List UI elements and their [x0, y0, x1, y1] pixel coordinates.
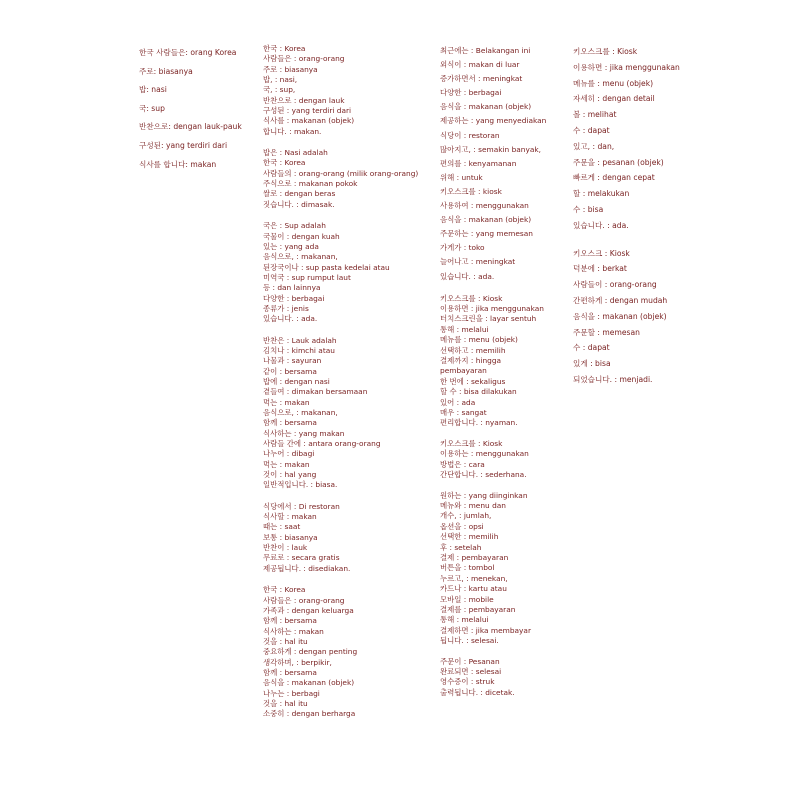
vocab-line: 늘어나고 : meningkat [440, 257, 516, 267]
vocab-line: 다양한 : berbagai [440, 88, 502, 98]
vocab-line: 키오스크를 : Kiosk [440, 438, 503, 448]
vocab-line: 사람들 간에 : antara orang-orang [263, 439, 381, 449]
vocab-line: 수 : bisa [573, 204, 604, 214]
vocab-line: 음식으로, : makanan, [263, 252, 338, 262]
vocab-group [263, 585, 418, 719]
vocab-line: 밥: nasi [139, 85, 167, 95]
vocab-group [440, 44, 546, 284]
vocab-line: 음식으로, : makanan, [263, 408, 338, 417]
vocab-line: 소중히 : dengan berharga [263, 709, 356, 719]
vocab-group [263, 148, 418, 210]
vocab-line: 등 : dan lainnya [263, 283, 321, 293]
vocab-line: 때는 : saat [263, 522, 301, 532]
vocab-line: 먹는 : makan [263, 397, 310, 407]
vocab-line: 버튼을 : tombol [440, 563, 495, 573]
vocab-line: 출력됩니다. : dicetak. [440, 687, 515, 697]
vocab-line: 종류가 : jenis [263, 303, 309, 313]
vocab-line: 나물과 : sayuran [263, 356, 322, 366]
vocab-line: 가족과 : dengan keluarga [263, 605, 354, 615]
vocab-line: 주로 : biasanya [263, 64, 318, 74]
vocab-line: 쌀로 : dengan beras [263, 189, 336, 199]
vocab-line: 한국 : Korea [263, 44, 306, 53]
vocab-line: 증가하면서 : meningkat [440, 74, 523, 84]
vocab-line: 김치나 : kimchi atau [263, 345, 335, 355]
vocab-line: 주식으로 : makanan pokok [263, 179, 358, 189]
vocab-group [440, 657, 546, 699]
vocab-line: 모바일 : mobile [440, 594, 494, 604]
vocab-line: 합니다. : makan. [263, 126, 322, 136]
vocab-group [440, 491, 546, 647]
vocab-group [573, 44, 680, 234]
vocab-line: 짓습니다. : dimasak. [263, 199, 335, 209]
vocab-line: 일반적입니다. : biasa. [263, 480, 338, 490]
vocab-line: 있습니다. : ada. [573, 220, 629, 230]
vocab-line: 반찬이 : lauk [263, 543, 308, 553]
vocab-line: 다양한 : berbagai [263, 293, 325, 303]
vocab-line: 음식을 : makanan (objek) [440, 102, 532, 112]
vocab-line: 국: sup [139, 103, 165, 113]
vocab-line: 식사를 합니다: makan [139, 159, 217, 169]
vocab-line: 통해 : melalui [440, 324, 489, 334]
vocab-line: 최근에는 : Belakangan ini [440, 46, 531, 55]
vocab-line: 국, : sup, [263, 85, 296, 95]
vocab-line: 중요하게 : dengan penting [263, 647, 358, 657]
vocab-line: 이용하면 : jika menggunakan [573, 62, 680, 72]
vocab-line: 매우 : sangat [440, 408, 487, 418]
column-3 [440, 44, 546, 708]
vocab-line: 간단합니다. : sederhana. [440, 470, 527, 480]
vocab-line: 방법은 : cara [440, 459, 485, 469]
vocab-line: 반찬으로: dengan lauk-pauk [139, 122, 242, 132]
vocab-line: 영수증이 : struk [440, 677, 495, 687]
vocab-line: 식사하는 : makan [263, 626, 324, 636]
vocab-line: 음식을 : makanan (objek) [263, 678, 355, 688]
vocab-line: 한국 사람들은: orang Korea [139, 48, 237, 57]
vocab-line: 위해 : untuk [440, 172, 483, 182]
vocab-line: 사람들은 : orang-orang [263, 595, 345, 605]
vocab-line: 반찬으로 : dengan lauk [263, 95, 345, 105]
vocab-line: 볼 : melihat [573, 110, 617, 120]
vocab-group [263, 502, 418, 574]
vocab-line: 한국 : Korea [263, 158, 306, 168]
vocab-line: 수 : dapat [573, 343, 610, 353]
vocab-group [263, 336, 418, 491]
vocab-line: 나누어 : dibagi [263, 449, 315, 459]
vocab-line: 키오스크를 : Kiosk [440, 293, 503, 303]
vocab-line: 식당에서 : Di restoran [263, 501, 340, 511]
vocab-line: 가게가 : toko [440, 243, 485, 253]
vocab-line: 이용하는 : menggunakan [440, 449, 529, 459]
vocab-group [440, 294, 546, 429]
vocab-line: 구성된: yang terdiri dari [139, 140, 228, 150]
vocab-line: 한 번에 : sekaligus [440, 376, 506, 386]
vocab-line: 것이 : hal yang [263, 470, 317, 480]
vocab-line: 같이 : bersama [263, 366, 317, 376]
vocab-line: 완료되면 : selesai [440, 667, 502, 676]
vocab-line: 것을 : hal itu [263, 636, 308, 646]
vocab-line: 무료로 : secara gratis [263, 553, 340, 563]
vocab-line: 식사할 : makan [263, 512, 317, 522]
vocab-line: 생각하며, : berpikir, [263, 657, 332, 667]
vocab-group [263, 44, 418, 137]
vocab-line: 함께 : bersama [263, 418, 317, 428]
vocab-line: 사람들의 : orang-orang (milik orang-orang) [263, 168, 419, 178]
vocab-line: 주문할 : memesan [573, 327, 640, 337]
vocab-line: 함께 : bersama [263, 667, 317, 677]
vocab-line: 수 : dapat [573, 125, 610, 135]
vocab-line: 메뉴를 : menu (objek) [573, 78, 654, 88]
vocab-group [263, 221, 418, 324]
vocab-line: 있어 : ada [440, 397, 476, 407]
vocab-line: 키오스크를 : Kiosk [573, 47, 638, 56]
vocab-line: 주로: biasanya [139, 66, 193, 76]
vocab-line: pembayaran [440, 366, 487, 376]
vocab-line: 국은 : Sup adalah [263, 221, 326, 231]
vocab-line: 국물이 : dengan kuah [263, 231, 340, 241]
vocab-line: 카드나 : kartu atau [440, 584, 507, 594]
vocab-line: 후 : setelah [440, 542, 482, 552]
vocab-group [573, 246, 680, 388]
vocab-line: 키오스크 : Kiosk [573, 248, 630, 258]
vocab-line: 할 수 : bisa dilakukan [440, 387, 517, 397]
vocab-line: 덕분에 : berkat [573, 264, 627, 274]
vocab-line: 음식을 : makanan (objek) [440, 215, 532, 225]
vocab-line: 식당이 : restoran [440, 130, 500, 140]
vocab-line: 결제하면 : jika membayar [440, 625, 531, 635]
vocab-line: 사람들이 : orang-orang [573, 280, 657, 290]
vocab-line: 밥, : nasi, [263, 75, 298, 85]
vocab-line: 됩니다. : selesai. [440, 636, 499, 646]
vocab-line: 편의를 : kenyamanan [440, 158, 517, 168]
vocab-line: 먹는 : makan [263, 459, 310, 469]
vocab-line: 음식을 : makanan (objek) [573, 311, 667, 321]
vocab-line: 통해 : melalui [440, 615, 489, 625]
vocab-line: 미역국 : sup rumput laut [263, 272, 351, 282]
vocab-line: 되었습니다. : menjadi. [573, 374, 653, 384]
vocab-line: 주문을 : pesanan (objek) [573, 157, 664, 167]
vocab-line: 한국 : Korea [263, 585, 306, 595]
column-1 [139, 44, 242, 185]
vocab-line: 제공하는 : yang menyediakan [440, 116, 547, 126]
vocab-line: 결제를 : pembayaran [440, 604, 516, 614]
vocab-line: 제공됩니다. : disediakan. [263, 563, 351, 573]
vocab-line: 반찬은 : Lauk adalah [263, 335, 337, 345]
vocab-line: 밥은 : Nasi adalah [263, 148, 328, 158]
vocab-group [139, 44, 242, 174]
vocab-line: 결제 : pembayaran [440, 552, 509, 562]
vocab-line: 있습니다. : ada. [440, 271, 495, 281]
vocab-line: 함께 : bersama [263, 616, 317, 626]
vocab-line: 원하는 : yang diinginkan [440, 490, 528, 500]
vocab-line: 있게 : bisa [573, 359, 611, 369]
vocab-line: 사람들은 : orang-orang [263, 54, 345, 64]
vocab-line: 할 : melakukan [573, 189, 630, 199]
vocab-line: 옵션을 : opsi [440, 521, 484, 531]
vocab-line: 된장국이나 : sup pasta kedelai atau [263, 262, 390, 272]
vocab-line: 빠르게 : dengan cepat [573, 173, 655, 183]
vocab-line: 것을 : hal itu [263, 698, 308, 708]
vocab-line: 선택하고 : memilih [440, 345, 506, 355]
vocab-line: 선택한 : memilih [440, 532, 499, 542]
vocab-line: 나누는 : berbagi [263, 688, 320, 698]
vocab-line: 간편하게 : dengan mudah [573, 295, 668, 305]
vocab-line: 편리합니다. : nyaman. [440, 418, 518, 428]
vocab-line: 주문이 : Pesanan [440, 656, 500, 666]
vocab-line: 이용하면 : jika menggunakan [440, 304, 544, 313]
vocab-line: 주문하는 : yang memesan [440, 229, 533, 239]
vocab-line: 식사하는 : yang makan [263, 428, 345, 438]
vocab-line: 누르고, : menekan, [440, 573, 508, 583]
vocab-line: 곁들여 : dimakan bersamaan [263, 387, 368, 397]
vocab-line: 보통 : biasanya [263, 532, 318, 542]
column-4 [573, 44, 680, 400]
vocab-line: 있고, : dan, [573, 141, 615, 151]
vocab-line: 외식이 : makan di luar [440, 60, 520, 70]
vocab-line: 많아지고, : semakin banyak, [440, 144, 542, 154]
vocab-line: 자세히 : dengan detail [573, 94, 655, 104]
vocab-line: 식사를 : makanan (objek) [263, 116, 355, 126]
vocab-line: 터치스크린을 : layar sentuh [440, 314, 537, 324]
vocab-line: 구성된 : yang terdiri dari [263, 106, 352, 116]
vocab-line: 메뉴와 : menu dan [440, 500, 506, 510]
vocab-line: 개수, : jumlah, [440, 511, 492, 521]
vocab-line: 있는 : yang ada [263, 241, 319, 251]
vocab-line: 밥에 : dengan nasi [263, 376, 330, 386]
vocab-line: 메뉴를 : menu (objek) [440, 335, 518, 345]
vocab-line: 사용하여 : menggunakan [440, 201, 529, 211]
vocab-line: 키오스크를 : kiosk [440, 186, 502, 196]
vocab-line: 결제까지 : hingga [440, 356, 502, 366]
column-2 [263, 44, 418, 731]
vocab-group [440, 439, 546, 481]
vocab-line: 있습니다. : ada. [263, 314, 318, 324]
